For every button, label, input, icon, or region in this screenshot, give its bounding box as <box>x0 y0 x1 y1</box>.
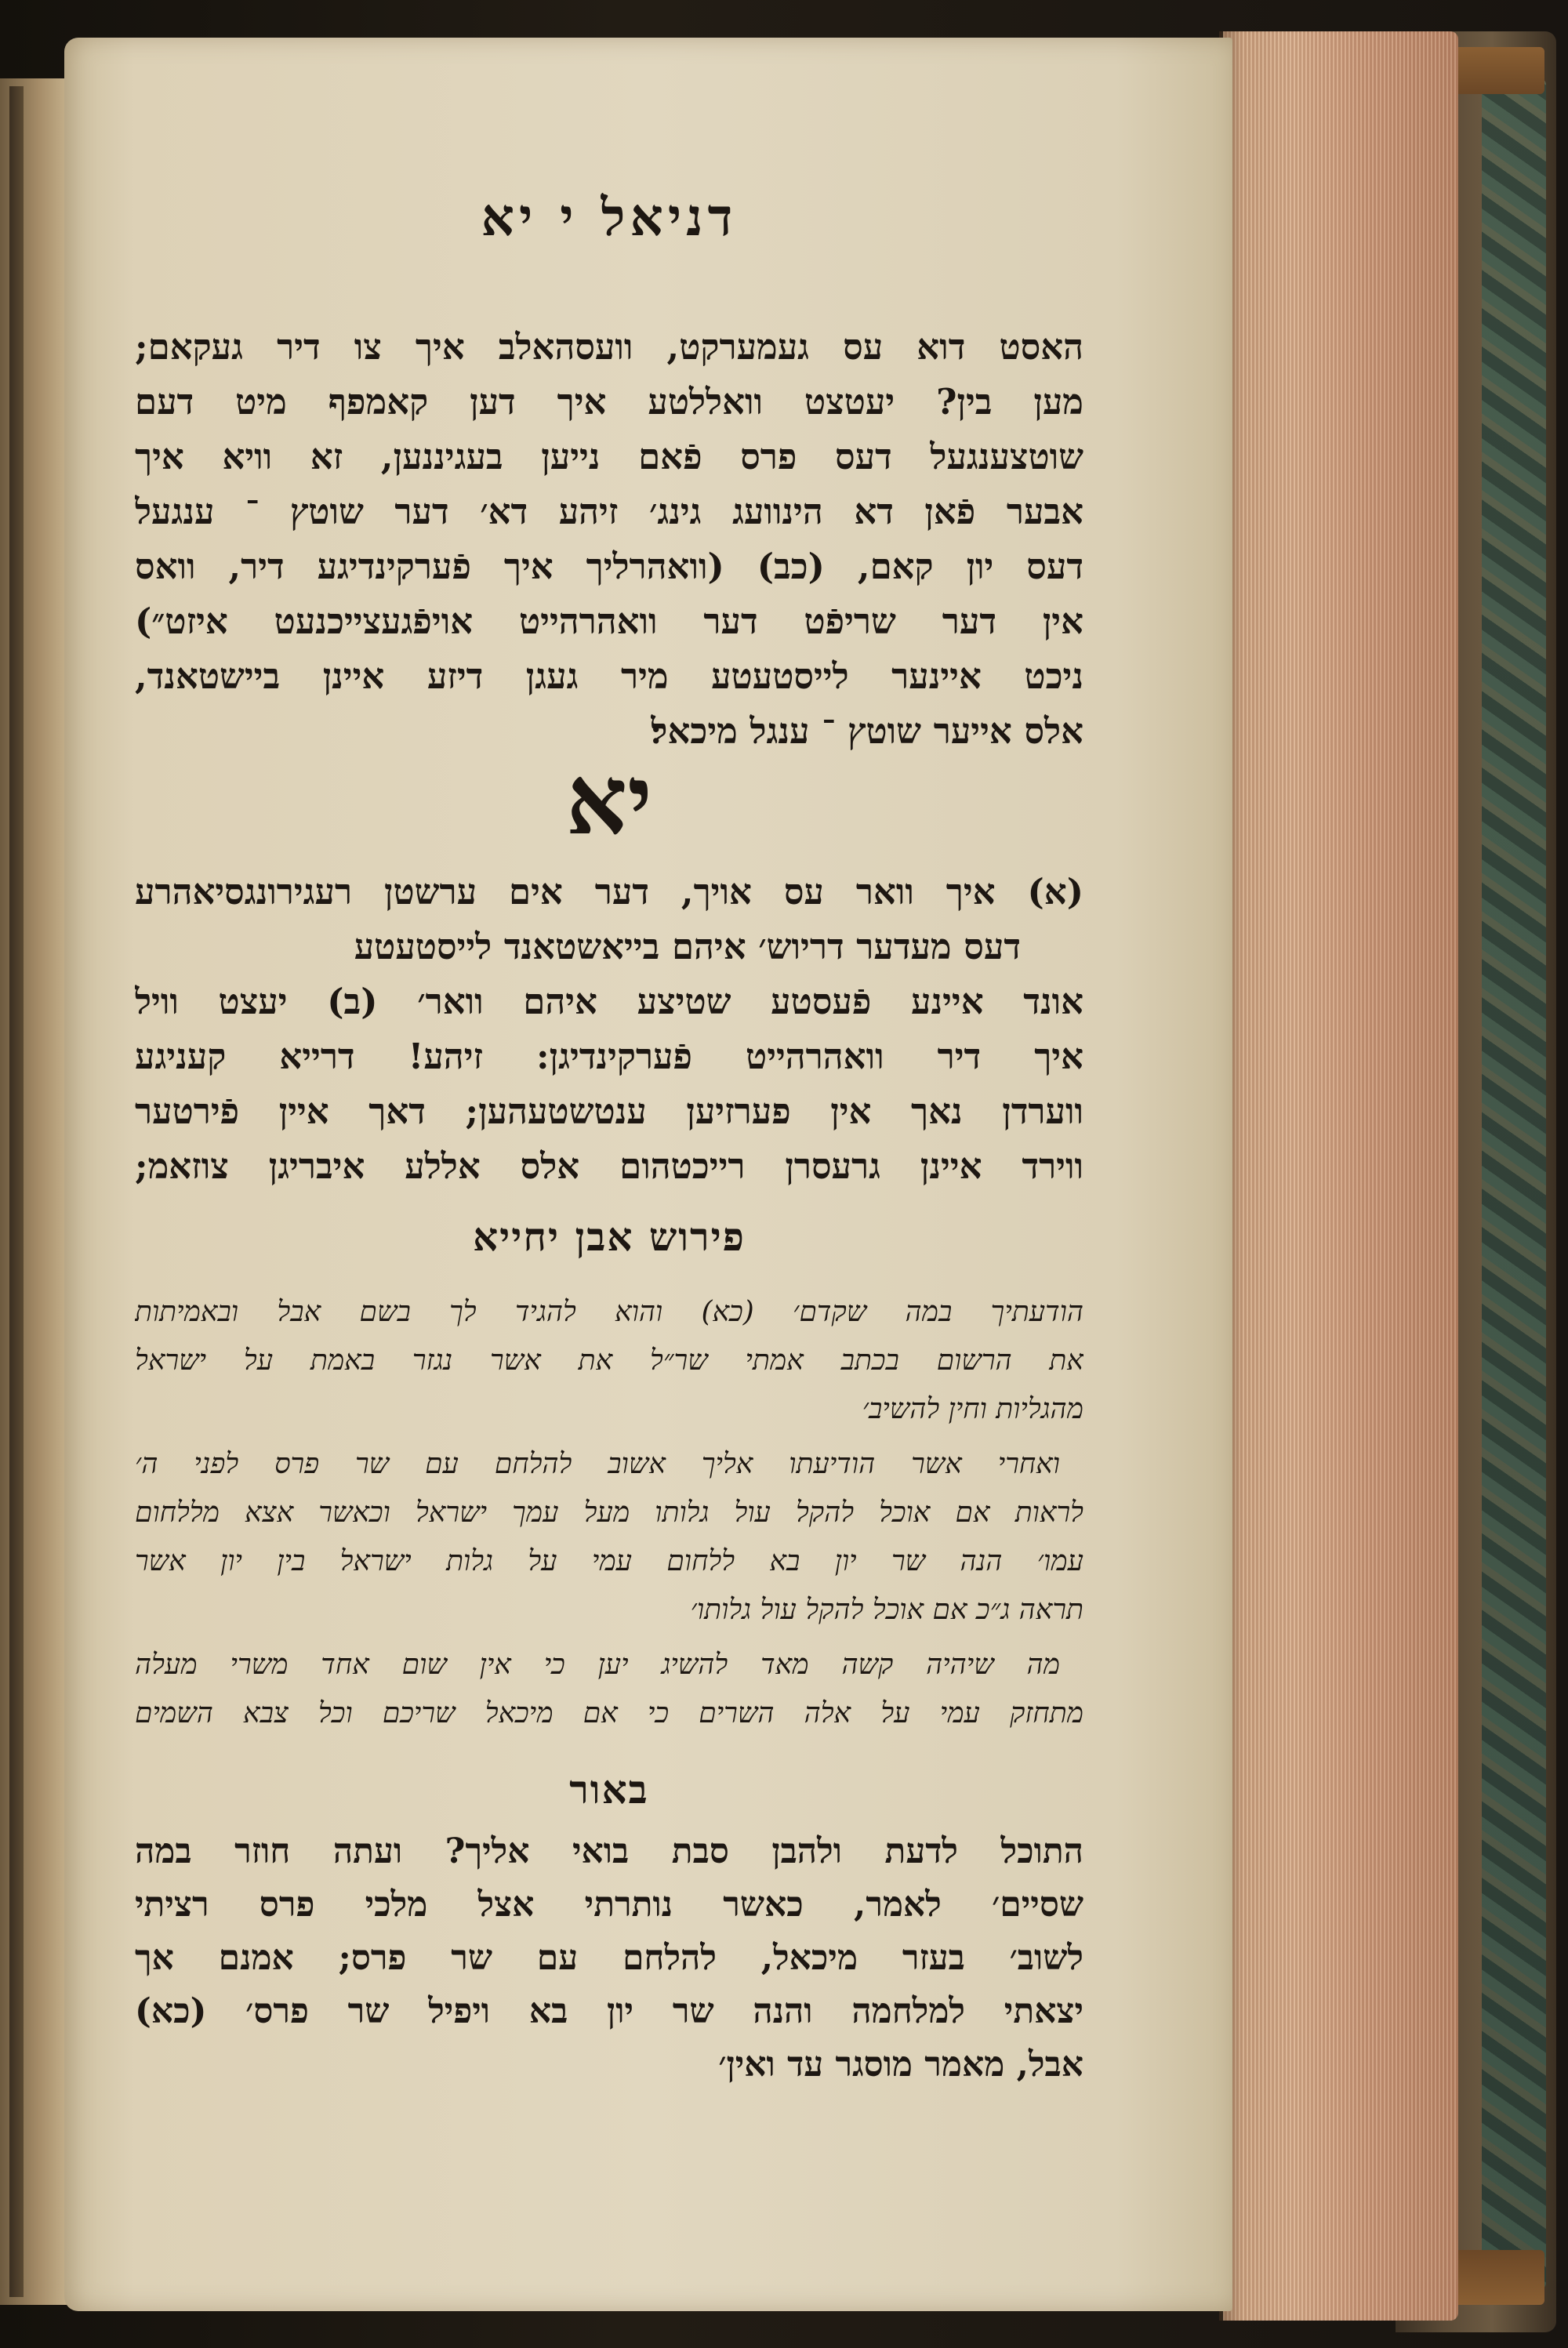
translation-chapter <box>135 865 1083 1194</box>
biur-text <box>135 1825 1083 2092</box>
biur-line: התוכל לדעת ולהבן סבת בואי אליך? ועתה חוזר במה <box>135 1831 1083 1871</box>
commentary-line: מה שיהיה קשה מאד להשיג יען כי אין שום אחד משרי מעלה <box>135 1649 1060 1681</box>
biur-line: שסיים׳ לאמר, כאשר נותרתי אצל מלכי פרס רציתי <box>135 1885 1083 1925</box>
text-line: דעס יון קאם, (כב) (וואהרליך איך פֿערקינדיגע דיר, וואס <box>135 546 1083 587</box>
text-line: ניכט איינער לייסטעטע מיר געגן דיזע איינן ביישטאנד, <box>135 655 1083 697</box>
text-line: אין דער שריפֿט דער וואהרהייט אויפֿגעצייכנעט איזט״) <box>135 601 1083 642</box>
translation-continued <box>135 320 1083 759</box>
biur-line: אבל, מאמר מוסגר עד ואין׳ <box>718 2045 1083 2085</box>
biur-line: לשוב׳ בעזר מיכאל, להלחם עם שר פרס; אמנם אך <box>135 1938 1083 1978</box>
text-line: ווערדן נאך אין פערזיען ענטשטעהען; דאך איין פֿירטער <box>135 1091 1083 1132</box>
text-line: שוטצענגעל דעס פרס פֿאם נייען בעגיננען, זא וויא איך <box>135 436 1083 477</box>
commentary-line: את הרשום בכתב אמתי שר״ל את אשר נגזר באמת על ישראל <box>135 1345 1083 1377</box>
facing-page-shadow <box>9 86 24 2297</box>
text-line: איך דיר וואהרהייט פֿערקינדיגן: זיהע! דרייא קעניגע <box>135 1036 1083 1077</box>
biur-line: יצאתי למלחמה והנה שר יון בא ויפיל שר פרס׳ (כא) <box>135 1991 1083 2031</box>
book-page <box>64 38 1232 2311</box>
commentary-line: לראות אם אוכל להקל עול גלותו מעל עמך ישראל וכאשר אצא מללחום <box>135 1497 1083 1529</box>
marbled-board <box>1482 78 1546 2289</box>
commentary-line: עמו׳ הנה שר יון בא ללחום עמי על גלות ישראל בין יון אשר <box>135 1545 1083 1577</box>
text-line: (א) איך וואר עס אויך, דער אים ערשטן רעגירונגסיאהרע <box>135 871 1083 913</box>
text-line: אלס אייער שוטץ ־ ענגל מיכאל׃ <box>651 710 1083 752</box>
commentary-line: ואחרי אשר הודיעתו אליך אשוב להלחם עם שר פרס לפני ה׳ <box>135 1448 1060 1480</box>
text-line: מען בין? יעטצט וואללטע איך דען קאמפף מיט דעם <box>135 381 1083 423</box>
chapter-number: יא <box>565 743 653 856</box>
commentary-line: מתחזק עמי על אלה השרים כי אם מיכאל שריכם וכל צבא השמים <box>135 1697 1083 1729</box>
biur-heading: באור <box>569 1766 649 1813</box>
commentary <box>135 1288 1083 1738</box>
commentary-line: תראה ג״כ אם אוכל להקל עול גלותו׳ <box>690 1594 1083 1626</box>
text-line: אונד איינע פֿעסטע שטיצע איהם וואר׳ (ב) יעצט וויל <box>135 981 1083 1022</box>
text-line: ווירד איינן גרעסרן רייכטהום אלס אללע איבריגן צוזאמ; <box>135 1145 1083 1187</box>
text-line: האסט דוא עס געמערקט, וועסהאלב איך צו דיר געקאם; <box>135 326 1083 368</box>
commentary-line: מהגליות וחין להשיב׳ <box>862 1393 1083 1425</box>
text-line: דעס מעדער דריוש׳ איהם בייאשטאנד לייסטעטע <box>354 926 1021 967</box>
text-line: אבער פֿאן דא הינוועג גינג׳ זיהע דא׳ דער שוטץ ־ ענגעל <box>135 491 1083 532</box>
commentary-heading: פירוש אבן יחייא <box>473 1214 746 1260</box>
page-block-fore-edge <box>1223 31 1458 2321</box>
commentary-line: הודעתיך במה שקדם׳ (כא) והוא להגיד לך בשם אבל ובאמיתות <box>135 1296 1083 1328</box>
running-head: דניאל י יא <box>481 187 738 248</box>
